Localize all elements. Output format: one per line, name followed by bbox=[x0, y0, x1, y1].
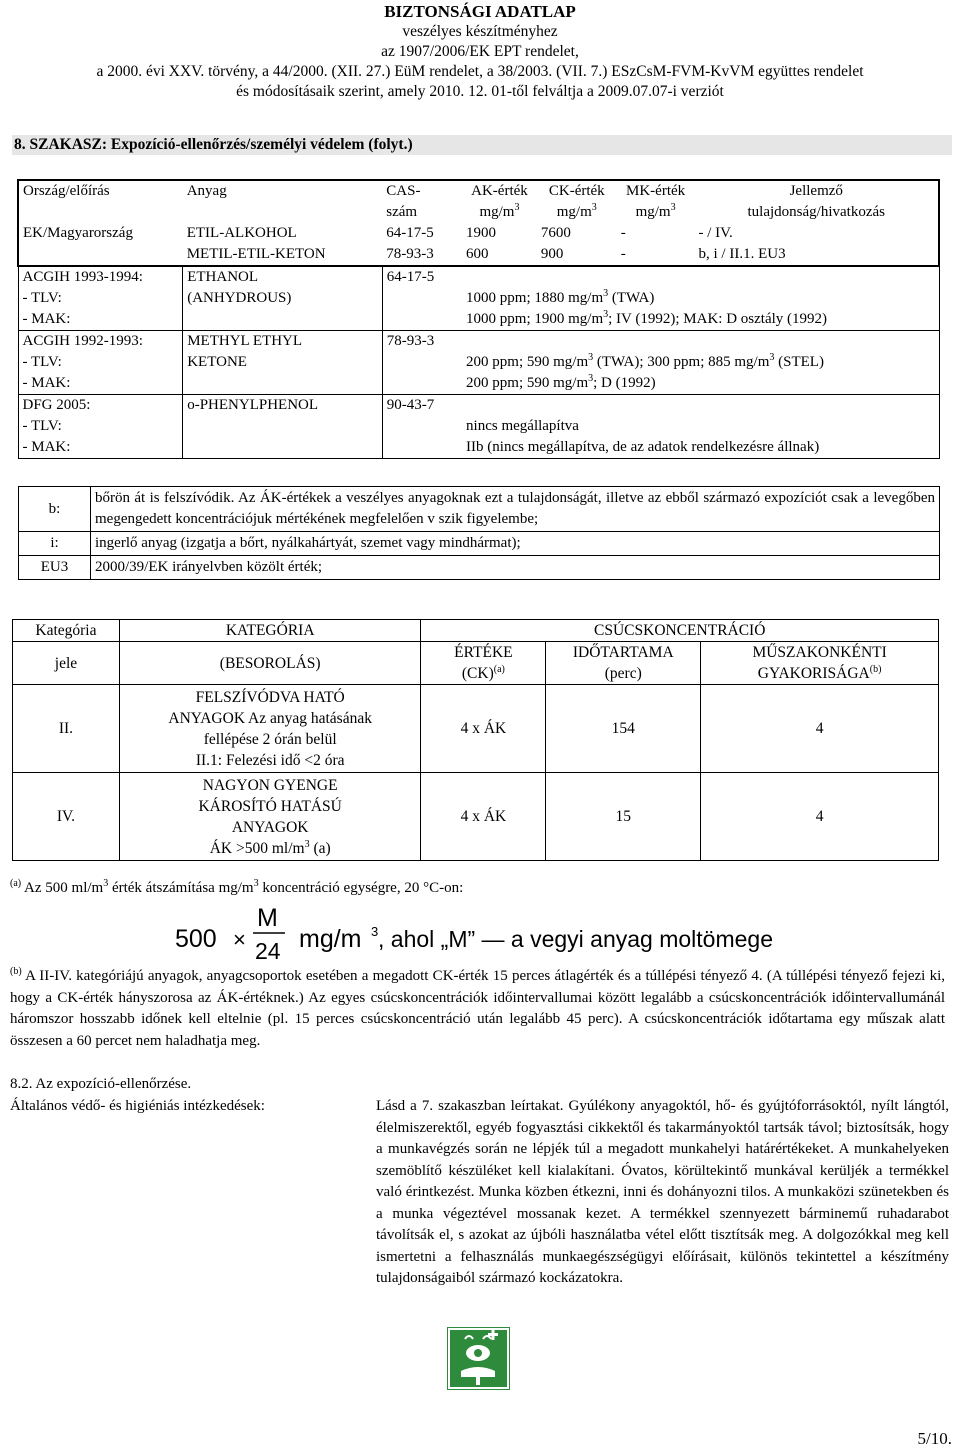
header-line-2: veszélyes készítményhez bbox=[402, 23, 558, 40]
table-row: EK/Magyarország ETIL-ALKOHOL 64-17-5 1900 7600 - - / IV. bbox=[18, 223, 939, 244]
document-title: BIZTONSÁGI ADATLAP bbox=[384, 2, 576, 21]
note-row: i: ingerlő anyag (izgatja a bőrt, nyálkahártyát, szemet vagy mindhármat); bbox=[19, 532, 940, 556]
subsection-8-2: 8.2. Az expozíció-ellenőrzése. bbox=[10, 1076, 192, 1092]
svg-text:mg/m: mg/m bbox=[299, 925, 362, 953]
table-row: METIL-ETIL-KETON 78-93-3 600 900 - b, i / II.1. EU3 bbox=[18, 244, 939, 266]
eyewash-station-icon bbox=[447, 1327, 510, 1390]
peak-concentration-table bbox=[12, 619, 939, 861]
exposure-limits-table bbox=[17, 179, 940, 459]
footnote-b: $^{(b)}$ A II-IV. kategóriájú anyagok, anyagcsoportok esetében a megadott CK-érték 15 perces átlagérték és a túllépési tényező 4. (A túllépési tényező fejezi ki, hogy a CK-érték hányszorosa az ÁK-értéknek.) Az egyes csúcskoncentrációk időintervallumai között legalább a csúcskoncentrációk időintervallumánál háromszor hosszabb időnek kell eltelnie (pl. 15 perces csúcskoncentráció után legalább 45 perc). A csúcskoncentrációk időtartama egy műszak alatt összesen a 60 percet nem haladhatja meg. bbox=[10, 966, 945, 1049]
table-row: IV. NAGYON GYENGE KÁROSÍTÓ HATÁSÚ ANYAGOK ÁK >500 $ml/m^3$ (a) 4 x ÁK 15 4 bbox=[13, 773, 939, 861]
col-country: Ország/előírás bbox=[18, 180, 183, 223]
note-row: EU3 2000/39/EK irányelvben közölt érték; bbox=[19, 556, 940, 580]
general-measures-text: Lásd a 7. szakaszban leírtakat. Gyúlékony anyagoktól, hő- és gyújtóforrásoktól, nyílt lángtól, élelmiszerektől, egyéb fogyasztási cikkektől és takarmányoktól tartsák távol; biztosítsák, hogy a munkavégzés során ne lépjék túl a megadott munkahelyi határértékeket. A munkahelyeken szemöblítő készüléket kell kialakítani. Óvatos, körültekintő munkával kerüljék a termékkel való érintkezést. Munka közben étkezni, inni és dohányozni tilos. A munkaközi szünetekben és a munka végeztével mossanak kezet. A termékkel szennyezett bárminemű ruhadarabot távolítsák el, s azokat az újbóli használatba vétel előtt tisztítsák meg. A dolgozókkal meg kell ismertetni a felhasználás munkaegészségügyi előírásait, különös tekintettel a készítmény tulajdonságaiból származó kockázatokra. bbox=[376, 1098, 949, 1286]
table-header-row: jele (BESOROLÁS) ÉRTÉKE (CK)$^{(a)}$ IDŐTARTAMA (perc) MŰSZAKONKÉNTI GYAKORISÁGA$^{(b)}$ bbox=[13, 642, 939, 685]
table-row: II. FELSZÍVÓDVA HATÓ ANYAGOK Az anyag hatásának fellépése 2 órán belül II.1: Felezési idő <2 óra 4 x ÁK 154 4 bbox=[13, 685, 939, 773]
table-row: ACGIH 1993-1994: - TLV: - MAK: ETHANOL (ANHYDROUS) 64-17-5 1000 ppm; 1880 $mg/m^3$ (TWA) 1000 ppm; 1900 $mg/m^3$; IV (1992); MAK: D osztály (1992) bbox=[18, 266, 939, 331]
section-title: 8. SZAKASZ: Expozíció-ellenőrzés/személyi védelem (folyt.) bbox=[12, 135, 952, 155]
svg-text:M: M bbox=[257, 904, 278, 932]
header-line-3: az 1907/2006/EK EPT rendelet, bbox=[381, 43, 579, 60]
col-ck: CK-érték $mg/m^3$ bbox=[537, 180, 617, 223]
header-line-4: a 2000. évi XXV. törvény, a 44/2000. (XII. 27.) EüM rendelet, a 38/2003. (VII. 7.) ESzCsM-FVM-KvVM együttes rendelet bbox=[96, 63, 864, 80]
note-row: b: bőrön át is felszívódik. Az ÁK-értékek a veszélyes anyagoknak ezt a tulajdonságát, illetve az ebből származó expozíciót csak a levegőben megengedett koncentrációjuk mértékének megfelelően v szik figyelembe; bbox=[19, 487, 940, 532]
table-row: DFG 2005: - TLV: - MAK: o-PHENYLPHENOL 90-43-7 nincs megállapítva IIb (nincs megállapítva, de az adatok rendelkezésre állnak) bbox=[18, 395, 939, 459]
table-row: ACGIH 1992-1993: - TLV: - MAK: METHYL ETHYL KETONE 78-93-3 200 ppm; 590 $mg/m^3$ (TWA); 300 ppm; 885 $mg/m^3$ (STEL) 200 ppm; 590 $mg/m^3$; D (1992) bbox=[18, 331, 939, 395]
svg-text:3: 3 bbox=[371, 924, 379, 939]
col-ak: AK-érték $mg/m^3$ bbox=[462, 180, 537, 223]
page-number: 5/10. bbox=[917, 1429, 952, 1448]
table-header-row: Kategória KATEGÓRIA CSÚCSKONCENTRÁCIÓ bbox=[13, 620, 939, 642]
document-header bbox=[0, 2, 960, 102]
col-cas: CAS- szám bbox=[382, 180, 462, 223]
svg-text:, ahol „M” — a vegyi anyag mol: , ahol „M” — a vegyi anyag moltömege bbox=[378, 926, 774, 952]
general-measures-label: Általános védő- és higiéniás intézkedések: bbox=[10, 1098, 265, 1114]
col-mk: MK-érték $mg/m^3$ bbox=[617, 180, 695, 223]
header-line-5: és módosításaik szerint, amely 2010. 12. 01-től felváltja a 2009.07.07-i verziót bbox=[236, 83, 724, 100]
svg-text:24: 24 bbox=[255, 938, 281, 962]
abbreviation-notes-table bbox=[18, 486, 940, 580]
footnote-a: $^{(a)}$ Az 500 $ml/m^3$ érték átszámítása $mg/m^3$ koncentráció egységre, 20 °C-on: bbox=[10, 878, 464, 896]
svg-text:500: 500 bbox=[175, 925, 217, 953]
conversion-formula bbox=[175, 900, 935, 962]
table-header-row bbox=[18, 180, 939, 223]
svg-text:×: × bbox=[233, 927, 246, 952]
col-property: Jellemző tulajdonság/hivatkozás bbox=[695, 180, 940, 223]
col-substance: Anyag bbox=[183, 180, 383, 223]
